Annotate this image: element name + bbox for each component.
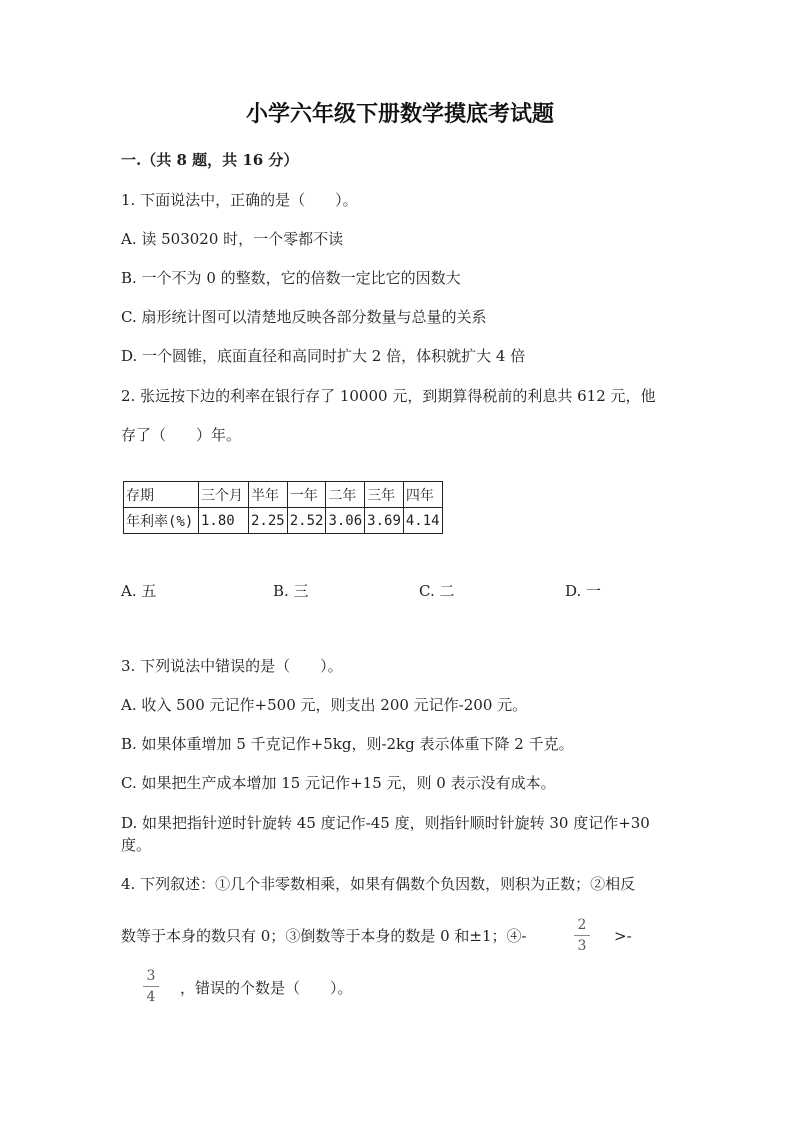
table-cell: 3.69: [365, 508, 404, 534]
fraction-two-thirds: [574, 917, 590, 954]
table-cell: 2.25: [249, 508, 288, 534]
table-cell: 一年: [287, 482, 326, 508]
q1-option-c: C. 扇形统计图可以清楚地反映各部分数量与总量的关系: [121, 308, 487, 326]
q4-greater-than: >-: [614, 927, 632, 945]
fraction-denominator: 4: [146, 989, 156, 1005]
q3-option-a: A. 收入 500 元记作+500 元，则支出 200 元记作-200 元。: [121, 696, 528, 714]
q3-option-b: B. 如果体重增加 5 千克记作+5kg，则-2kg 表示体重下降 2 千克。: [121, 735, 574, 753]
q1-option-d: D. 一个圆锥，底面直径和高同时扩大 2 倍，体积就扩大 4 倍: [121, 347, 526, 365]
q4-line1: 4. 下列叙述：①几个非零数相乘，如果有偶数个负因数，则积为正数；②相反: [121, 875, 636, 893]
q3-stem: 3. 下列说法中错误的是（ ）。: [121, 657, 343, 675]
table-cell: 3.06: [326, 508, 365, 534]
q3-option-c: C. 如果把生产成本增加 15 元记作+15 元，则 0 表示没有成本。: [121, 774, 556, 792]
table-cell: 四年: [403, 482, 442, 508]
table-cell: 年利率(%): [124, 508, 199, 534]
table-cell: 存期: [124, 482, 199, 508]
table-cell: 2.52: [287, 508, 326, 534]
section-heading: 一.（共 8 题，共 16 分）: [121, 151, 299, 169]
table-row: [124, 508, 443, 534]
q2-option-d: D. 一: [565, 582, 602, 600]
q2-stem-line1: 2. 张远按下边的利率在银行存了 10000 元，到期算得税前的利息共 612 元，他: [121, 387, 656, 405]
table-cell: 三个月: [199, 482, 249, 508]
q2-option-b: B. 三: [273, 582, 309, 600]
q4-line2: 数等于本身的数只有 0；③倒数等于本身的数是 0 和±1；④-: [121, 927, 527, 945]
q3-option-d-line2: 度。: [121, 836, 152, 854]
q4-line3: ，错误的个数是（ ）。: [180, 979, 353, 997]
fraction-numerator: 2: [577, 917, 587, 933]
q2-option-c: C. 二: [419, 582, 455, 600]
q2-option-a: A. 五: [121, 582, 157, 600]
fraction-three-quarters: [143, 968, 159, 1005]
q3-option-d-line1: D. 如果把指针逆时针旋转 45 度记作-45 度，则指针顺时针旋转 30 度记作+30: [121, 814, 650, 832]
table-cell: 1.80: [199, 508, 249, 534]
q1-option-a: A. 读 503020 时，一个零都不读: [121, 230, 344, 248]
table-cell: 半年: [249, 482, 288, 508]
interest-rate-table: [123, 481, 443, 534]
table-cell: 4.14: [403, 508, 442, 534]
fraction-bar: [574, 935, 590, 936]
fraction-denominator: 3: [577, 938, 587, 954]
table-cell: 二年: [326, 482, 365, 508]
page-title: 小学六年级下册数学摸底考试题: [245, 101, 554, 127]
q2-stem-line2: 存了（ ）年。: [121, 426, 242, 444]
fraction-bar: [143, 986, 159, 987]
q1-option-b: B. 一个不为 0 的整数，它的倍数一定比它的因数大: [121, 269, 461, 287]
fraction-numerator: 3: [146, 968, 156, 984]
table-cell: 三年: [365, 482, 404, 508]
q1-stem: 1. 下面说法中，正确的是（ ）。: [121, 191, 358, 209]
table-row: [124, 482, 443, 508]
